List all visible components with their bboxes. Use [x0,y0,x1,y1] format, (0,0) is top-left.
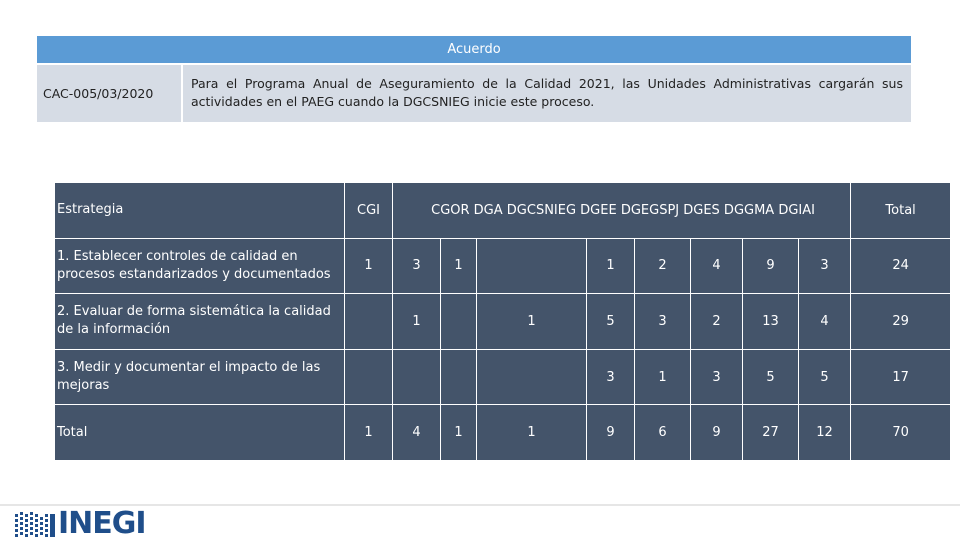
header-cgi: CGI [345,183,393,239]
cell: 1 [635,349,691,405]
cell: 4 [799,294,851,350]
cell [345,294,393,350]
acuerdo-code: CAC-005/03/2020 [37,65,181,122]
table-row [55,349,951,405]
row-label: 3. Medir y documentar el impacto de las mejoras [55,349,345,405]
cell: 3 [393,238,441,294]
table-header-row [55,183,951,239]
header-total: Total [851,183,951,239]
cell: 1 [587,238,635,294]
cell [393,349,441,405]
cell: 1 [477,294,587,350]
cell: 13 [743,294,799,350]
cell: 1 [477,405,587,461]
cell: 27 [743,405,799,461]
table-row [55,238,951,294]
cell [345,349,393,405]
inegi-logo-text: INEGI [58,506,146,541]
cell: 3 [799,238,851,294]
row-label: 1. Establecer controles de calidad en procesos estandarizados y documentados [55,238,345,294]
cell: 3 [691,349,743,405]
row-total: 17 [851,349,951,405]
cell: 12 [799,405,851,461]
cell: 9 [743,238,799,294]
acuerdo-text: Para el Programa Anual de Aseguramiento de la Calidad 2021, las Unidades Administrativas cargarán sus actividades en el PAEG cuando la DGCSNIEG inicie este proceso. [183,65,911,122]
grand-total: 70 [851,405,951,461]
row-total: 29 [851,294,951,350]
table-total-row [55,405,951,461]
cell: 5 [799,349,851,405]
row-label: Total [55,405,345,461]
row-label: 2. Evaluar de forma sistemática la calidad de la información [55,294,345,350]
row-total: 24 [851,238,951,294]
cell: 3 [587,349,635,405]
inegi-emblem-icon [14,510,56,538]
table-row [55,294,951,350]
header-organizations: CGOR DGA DGCSNIEG DGEE DGEGSPJ DGES DGGMA DGIAI [393,183,851,239]
cell: 4 [393,405,441,461]
cell: 6 [635,405,691,461]
cell: 9 [587,405,635,461]
cell: 2 [691,294,743,350]
cell [441,349,477,405]
cell: 1 [441,238,477,294]
cell [477,349,587,405]
cell: 3 [635,294,691,350]
cell: 9 [691,405,743,461]
cell: 1 [345,238,393,294]
cell [441,294,477,350]
cell: 4 [691,238,743,294]
cell: 5 [743,349,799,405]
acuerdo-header: Acuerdo [37,36,911,63]
strategy-table [54,182,951,461]
cell: 1 [441,405,477,461]
inegi-logo [14,507,146,540]
cell: 1 [345,405,393,461]
cell: 1 [393,294,441,350]
cell: 2 [635,238,691,294]
cell: 5 [587,294,635,350]
cell [477,238,587,294]
header-estrategia: Estrategia [55,183,345,239]
